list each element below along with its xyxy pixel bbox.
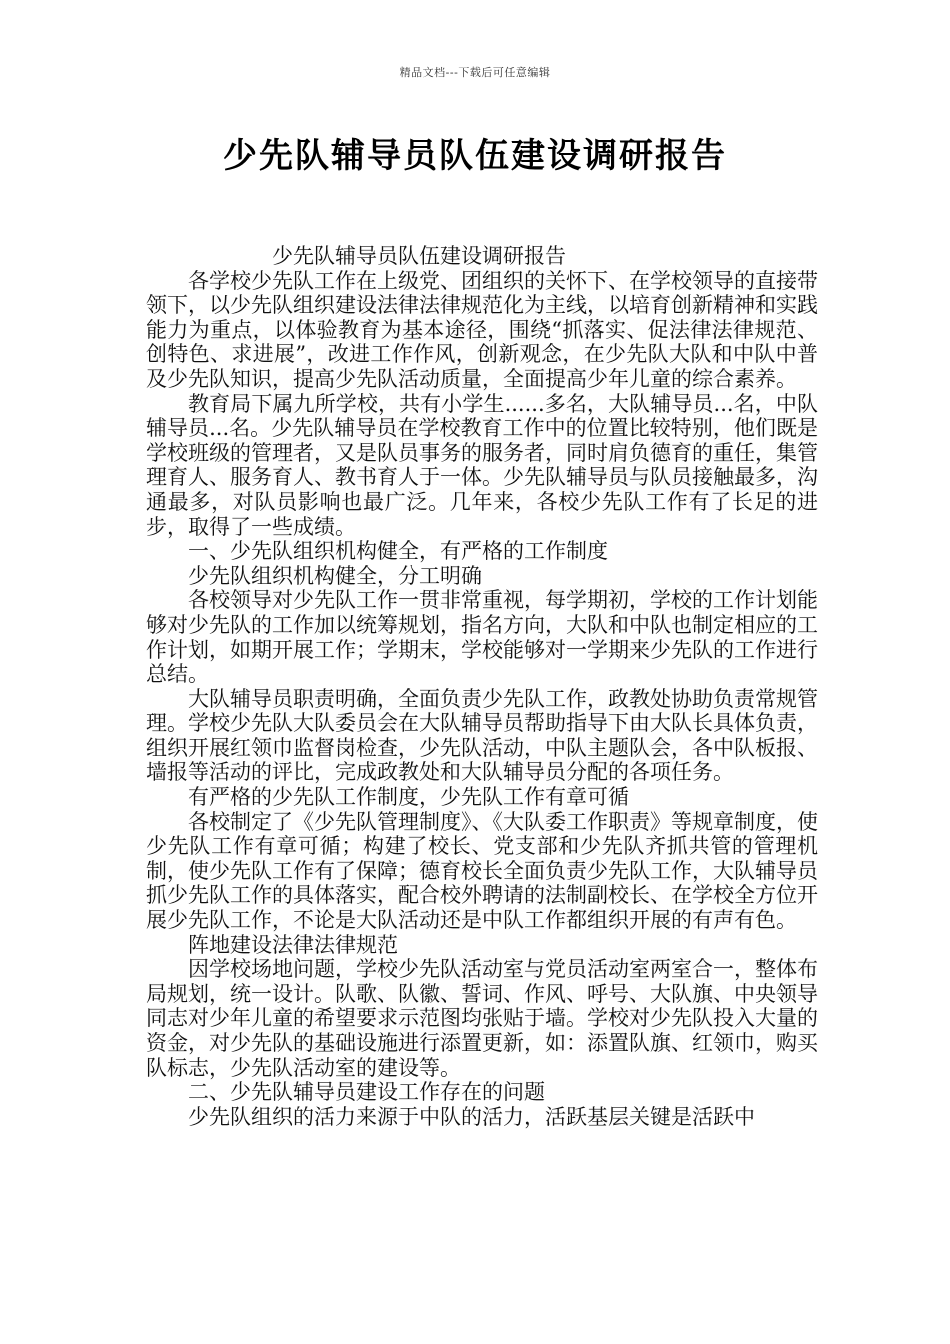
paragraph-facilities: 因学校场地问题，学校少先队活动室与党员活动室两室合一，整体布局规划，统一设计。队歌、队徽、誓词、作风、呼号、大队旗、中央领导同志对少年儿童的希望要求示范图均张贴于墙。学校对少先队投入大量的资金，对少先队的基础设施进行添置更新，如：添置队旗、红领巾，购买队标志，少先队活动室的建设等。	[146, 957, 818, 1080]
document-title: 少先队辅导员队伍建设调研报告	[223, 136, 727, 176]
paragraph-planning: 各校领导对少先队工作一贯非常重视，每学期初，学校的工作计划能够对少先队的工作加以统筹规划，指名方向，大队和中队也制定相应的工作计划，如期开展工作；学期末，学校能够对一学期来少先队的工作进行总结。	[146, 588, 818, 687]
subheading-rules: 有严格的少先队工作制度，少先队工作有章可循	[188, 785, 629, 810]
section-heading-2: 二、少先队辅导员建设工作存在的问题	[188, 1080, 545, 1105]
document-body	[146, 244, 818, 1129]
section-heading-1: 一、少先队组织机构健全，有严格的工作制度	[188, 539, 608, 564]
paragraph-rules: 各校制定了《少先队管理制度》、《大队委工作职责》等规章制度，使少先队工作有章可循；构建了校长、党支部和少先队齐抓共管的管理机制，使少先队工作有了保障；德育校长全面负责少先队工作，大队辅导员抓少先队工作的具体落实，配合校外聘请的法制副校长、在学校全方位开展少先队工作，不论是大队活动还是中队工作都组织开展的有声有色。	[146, 809, 818, 933]
paragraph-duties: 大队辅导员职责明确，全面负责少先队工作，政教处协助负责常规管理。学校少先队大队委员会在大队辅导员帮助指导下由大队长具体负责，组织开展红领巾监督岗检查，少先队活动，中队主题队会，各中队板报、墙报等活动的评比，完成政教处和大队辅导员分配的各项任务。	[146, 686, 818, 785]
header-note: 精品文档---下载后可任意编辑	[399, 66, 551, 79]
paragraph-intro: 各学校少先队工作在上级党、团组织的关怀下、在学校领导的直接带领下，以少先队组织建设法律法律规范化为主线，以培育创新精神和实践能力为重点，以体验教育为基本途径，围绕“抓落实、促法律法律规范、创特色、求进展”，改进工作作风，创新观念，在少先队大队和中队中普及少先队知识，提高少先队活动质量，全面提高少年儿童的综合素养。	[146, 268, 818, 391]
paragraph-overview: 教育局下属九所学校，共有小学生......多名，大队辅导员...名，中队辅导员...名。少先队辅导员在学校教育工作中的位置比较特别，他们既是学校班级的管理者，又是队员事务的服务者，同时肩负德育的重任，集管理育人、服务育人、教书育人于一体。少先队辅导员与队员接触最多，沟通最多，对队员影响也最广泛。几年来，各校少先队工作有了长足的进步，取得了一些成绩。	[146, 391, 818, 539]
subheading-facilities: 阵地建设法律法律规范	[188, 932, 398, 957]
paragraph-problems: 少先队组织的活力来源于中队的活力，活跃基层关键是活跃中	[188, 1104, 755, 1129]
body-subtitle: 少先队辅导员队伍建设调研报告	[272, 244, 566, 268]
subheading-organization: 少先队组织机构健全，分工明确	[188, 563, 482, 588]
